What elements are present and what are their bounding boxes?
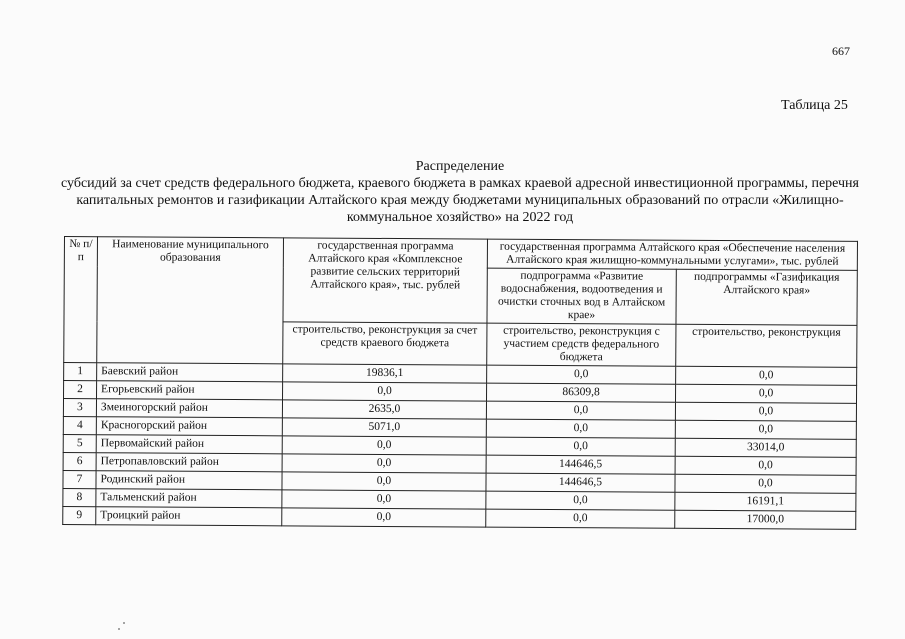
- row-value-gas: 0,0: [675, 420, 856, 439]
- header-type3: строительство, реконструкция: [676, 324, 857, 367]
- header-num: № п/п: [64, 237, 98, 363]
- row-value-water: 0,0: [486, 491, 675, 510]
- row-number: 9: [63, 506, 96, 524]
- row-value-water: 0,0: [486, 509, 675, 528]
- document-subtitle: субсидий за счет средств федерального бюджета, краевого бюджета в рамках краевой адресной инвестиционной программы, перечня капитальных ремонтов и газификации Алтайского края между бюджетами муниципальных образований по отрасли «Жилищно-коммунальное хозяйство» на 2022 год: [60, 176, 859, 225]
- scan-speck: [123, 622, 125, 624]
- row-number: 8: [63, 488, 96, 506]
- row-municipality: Егорьевский район: [97, 381, 283, 400]
- row-municipality: Тальменский район: [96, 489, 282, 508]
- row-value-gas: 0,0: [675, 384, 856, 403]
- header-type1: строительство, реконструкция за счет средств краевого бюджета: [283, 322, 487, 365]
- header-program1: государственная программа Алтайского края «Комплексное развитие сельских территорий Алтайского края», тыс. рублей: [283, 238, 488, 323]
- row-number: 7: [63, 470, 96, 488]
- table-body: [63, 363, 857, 530]
- row-value-rural: 2635,0: [282, 400, 486, 419]
- row-number: 6: [63, 452, 96, 470]
- row-value-rural: 0,0: [282, 454, 486, 473]
- row-value-gas: 0,0: [675, 474, 856, 493]
- page-number: 667: [832, 44, 850, 58]
- row-value-rural: 0,0: [282, 508, 486, 527]
- row-value-water: 0,0: [486, 437, 675, 456]
- row-value-water: 0,0: [487, 365, 676, 384]
- row-municipality: Троицкий район: [96, 507, 282, 526]
- row-value-water: 0,0: [486, 401, 675, 420]
- row-value-rural: 5071,0: [282, 418, 486, 437]
- row-number: 5: [63, 434, 96, 452]
- row-municipality: Петропавловский район: [96, 453, 282, 472]
- row-municipality: Первомайский район: [96, 435, 282, 454]
- row-value-rural: 0,0: [282, 472, 486, 491]
- row-value-gas: 0,0: [676, 366, 857, 385]
- row-number: 1: [64, 363, 97, 381]
- row-municipality: Родинский район: [96, 471, 282, 490]
- header-name: Наименование муниципального образования: [97, 237, 284, 364]
- header-subprogram-gas: подпрограммы «Газификация Алтайского края»: [676, 269, 857, 325]
- row-value-gas: 17000,0: [675, 510, 856, 529]
- table-row: [63, 506, 856, 529]
- title-block: [60, 158, 860, 226]
- row-value-water: 86309,8: [486, 383, 675, 402]
- header-program2: государственная программа Алтайского края «Обеспечение населения Алтайского края жилищно-коммунальными услугами», тыс. рублей: [487, 239, 857, 270]
- row-number: 4: [63, 416, 96, 434]
- row-municipality: Баевский район: [97, 363, 283, 382]
- row-value-gas: 16191,1: [675, 492, 856, 511]
- row-value-water: 144646,5: [486, 473, 675, 492]
- subsidy-table: [62, 236, 858, 530]
- document-title: Распределение: [415, 159, 505, 174]
- row-value-gas: 33014,0: [675, 438, 856, 457]
- row-value-gas: 0,0: [675, 456, 856, 475]
- scan-speck: [118, 628, 120, 630]
- row-value-rural: 0,0: [282, 490, 486, 509]
- row-value-rural: 19836,1: [283, 364, 487, 383]
- row-municipality: Змеиногорский район: [96, 399, 282, 418]
- row-value-water: 144646,5: [486, 455, 675, 474]
- header-type2: строительство, реконструкция с участием средств федерального бюджета: [487, 323, 676, 366]
- row-number: 3: [63, 399, 96, 417]
- row-value-rural: 0,0: [282, 436, 486, 455]
- row-value-rural: 0,0: [283, 382, 487, 401]
- row-value-water: 0,0: [486, 419, 675, 438]
- row-value-gas: 0,0: [675, 402, 856, 421]
- header-subprogram-water: подпрограмма «Развитие водоснабжения, водоотведения и очистки сточных вод в Алтайском крае»: [487, 268, 676, 324]
- row-municipality: Красногорский район: [96, 417, 282, 436]
- table-label: Таблица 25: [781, 98, 848, 113]
- row-number: 2: [64, 381, 97, 399]
